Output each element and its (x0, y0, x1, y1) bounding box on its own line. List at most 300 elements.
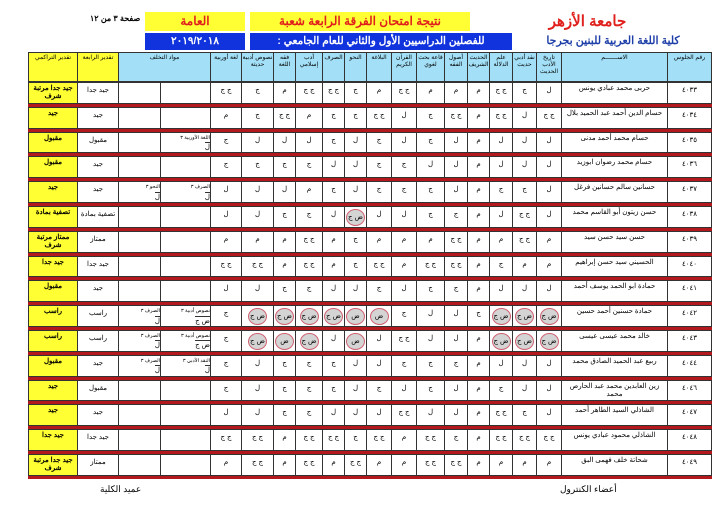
fourth-year-rating: جيد جدا (78, 429, 119, 451)
grade-cell (490, 380, 513, 402)
grade-cell (417, 280, 445, 302)
grade-value: ل (376, 359, 382, 367)
grade-value: م (546, 235, 552, 243)
failed-subject-grade: ض ج (195, 342, 210, 350)
seat-number: ٤٠٣٨ (668, 206, 712, 228)
grade-value: ل (401, 136, 407, 144)
grade-value: ج (223, 161, 229, 169)
student-name: حسام محمد أحمد مدنى (562, 132, 668, 154)
column-header: البلاغة (367, 52, 392, 82)
column-header: الاســـــــم (562, 52, 668, 82)
grade-cell (274, 231, 296, 253)
grade-value: ج ج (495, 87, 507, 94)
grade-value: م (476, 136, 481, 144)
grade-value: ض ج (346, 209, 365, 226)
grade-value: ل (352, 161, 359, 169)
grade-value: ج ج (252, 434, 263, 442)
grade-value: ج (498, 186, 504, 194)
column-header: علم الدلالة (490, 52, 513, 82)
grade-value: ض ج (300, 333, 319, 350)
failed-subject-cell (161, 256, 211, 278)
grade-value: م (522, 458, 527, 466)
cumulative-rating: جيد جدا (28, 429, 78, 451)
grade-cell (274, 355, 296, 377)
grade-cell (367, 107, 392, 129)
table-row (28, 454, 712, 479)
grade-cell (490, 132, 513, 154)
failed-subject-name: نصوص أدبية ٣ (180, 332, 210, 339)
student-name: ربيع عبد الحميد الصادق محمد (562, 355, 668, 377)
failed-subject-cell (161, 330, 211, 352)
grade-cell (513, 107, 537, 129)
grade-cell (417, 256, 445, 278)
grade-value: ض ج (248, 333, 267, 350)
grade-cell (345, 231, 367, 253)
failed-subject-grade: ل (154, 193, 160, 201)
grade-value: ل (453, 310, 459, 318)
grade-value: ل (427, 310, 434, 318)
grade-cell (296, 231, 323, 253)
grade-cell (392, 82, 417, 104)
seat-number: ٤٠٣٧ (668, 181, 712, 203)
student-name: خالد محمد عيسى عيسى (562, 330, 668, 352)
grade-cell (323, 404, 345, 426)
grade-cell (367, 355, 392, 377)
grade-cell (274, 181, 296, 203)
grade-value: ج ج (373, 260, 385, 268)
failed-subject-grade: ل (204, 144, 210, 151)
fourth-year-rating: ممتاز (78, 454, 119, 476)
grade-cell (323, 107, 345, 129)
grade-value: م (476, 210, 481, 218)
grade-value: ج (282, 210, 287, 218)
grade-value: ج (376, 136, 382, 144)
grade-value: م (376, 87, 382, 94)
grade-value: ج (331, 111, 336, 119)
cumulative-rating: مقبول (28, 156, 78, 178)
cumulative-rating: راسب (28, 330, 78, 352)
grade-cell (367, 132, 392, 154)
grade-value: م (401, 458, 407, 466)
grade-cell (211, 404, 242, 426)
grade-cell (490, 156, 513, 178)
grade-value: ل (401, 285, 407, 293)
failed-subject-cell (119, 231, 161, 253)
grade-value: م (476, 260, 481, 268)
grade-value: ج ج (373, 434, 385, 442)
fourth-year-rating: جيد جدا (78, 256, 119, 278)
grade-value: ج (306, 285, 312, 293)
cumulative-rating: مقبول (28, 132, 78, 154)
failed-subject-name: نصوص أدبية ٣ (180, 308, 210, 315)
failed-subject-cell (119, 380, 161, 402)
grade-value: ل (521, 161, 528, 169)
grade-value: ل (498, 161, 504, 169)
grade-value: ج (223, 384, 229, 392)
grade-cell (323, 429, 345, 451)
university-name: جامعة الأزهر (548, 13, 627, 30)
grade-value: م (331, 235, 336, 243)
grade-value: ج (376, 285, 382, 293)
grade-value: ل (521, 136, 528, 144)
grade-value: ل (401, 210, 407, 218)
grade-value: ل (401, 111, 407, 119)
grade-cell (296, 280, 323, 302)
grade-cell (392, 231, 417, 253)
fourth-year-rating: جيد (78, 404, 119, 426)
grade-value: ج ج (450, 235, 462, 243)
grade-value: ل (223, 186, 229, 194)
failed-subject-cell (119, 454, 161, 476)
student-name: حسن زيتون أبو القاسم محمد (562, 206, 668, 228)
grade-cell (296, 206, 323, 228)
grade-cell (296, 305, 323, 327)
grade-value: ج ج (328, 434, 339, 442)
grade-cell (242, 231, 274, 253)
grade-value: ج ج (398, 334, 410, 342)
grade-value: ج (223, 359, 229, 367)
grade-cell (468, 156, 490, 178)
grade-value: ج ج (495, 111, 507, 119)
grade-value: م (476, 87, 481, 94)
grade-cell (242, 404, 274, 426)
grade-cell (323, 82, 345, 104)
grade-value: ل (254, 186, 261, 194)
grade-value: ج ج (425, 434, 436, 442)
grade-value: ل (453, 161, 459, 169)
table-row (28, 132, 712, 157)
column-header: الصرف (323, 52, 345, 82)
grade-cell (323, 256, 345, 278)
grade-cell (468, 355, 490, 377)
grade-value: م (453, 87, 459, 94)
failed-subject-cell (161, 454, 211, 476)
grade-cell (323, 280, 345, 302)
grade-cell (367, 206, 392, 228)
fourth-year-rating: جيد (78, 156, 119, 178)
grade-value: م (306, 111, 312, 119)
grade-cell (242, 82, 274, 104)
grade-cell (211, 231, 242, 253)
grade-cell (211, 206, 242, 228)
grade-value: ج ج (425, 458, 436, 466)
grade-cell (537, 231, 562, 253)
failed-subject-cell (119, 330, 161, 352)
grade-cell (445, 330, 468, 352)
grade-cell (537, 181, 562, 203)
seat-number: ٤٠٤٩ (668, 454, 712, 476)
grade-cell (537, 305, 562, 327)
grade-value: ج (428, 285, 433, 293)
grade-cell (468, 330, 490, 352)
grade-cell (417, 355, 445, 377)
grade-value: ض ج (492, 308, 511, 325)
grade-cell (242, 305, 274, 327)
grade-cell (296, 404, 323, 426)
failed-subject-grade: ل (154, 342, 160, 350)
table-row (28, 181, 712, 206)
dean-label: عميد الكلية (100, 484, 142, 494)
cumulative-rating: ممتاز مرتبة شرف (28, 231, 78, 253)
grade-value: ل (453, 334, 459, 342)
grade-value: م (282, 260, 287, 268)
grade-cell (211, 305, 242, 327)
grade-value: ل (521, 359, 528, 367)
grade-value: ج ج (450, 458, 462, 466)
fourth-year-rating: جيد (78, 355, 119, 377)
cumulative-rating: مقبول (28, 280, 78, 302)
grade-value: ج ج (450, 111, 462, 119)
grade-cell (345, 156, 367, 178)
grade-cell (242, 156, 274, 178)
grade-value: ل (498, 359, 504, 367)
grade-value: ج (401, 161, 407, 169)
grade-value: ج ج (252, 260, 263, 268)
grade-value: م (476, 161, 481, 169)
seat-number: ٤٠٤١ (668, 280, 712, 302)
grade-cell (242, 380, 274, 402)
grade-value: ج (306, 384, 312, 392)
grade-value: ج (428, 136, 433, 144)
grade-cell (323, 206, 345, 228)
failed-subject-grade: ل (154, 317, 160, 325)
grade-value: ج (428, 111, 433, 119)
grade-cell (274, 429, 296, 451)
grade-cell (323, 355, 345, 377)
seat-number: ٤٠٤٣ (668, 330, 712, 352)
table-row (28, 82, 712, 107)
grade-value: ل (306, 136, 312, 144)
grade-cell (445, 107, 468, 129)
seat-number: ٤٠٣٣ (668, 82, 712, 104)
grade-value: ل (254, 409, 261, 417)
failed-subject-cell (161, 181, 211, 203)
cumulative-rating: جيد جدا مرتبة شرف (28, 82, 78, 104)
grade-value: م (476, 458, 481, 466)
grade-value: ج (428, 384, 433, 392)
failed-subject-cell (161, 280, 211, 302)
grade-value: ل (546, 285, 552, 293)
failed-subject-cell (119, 206, 161, 228)
grade-cell (392, 355, 417, 377)
grade-cell (468, 404, 490, 426)
grade-cell (417, 156, 445, 178)
fourth-year-rating: تصفية بمادة (78, 206, 119, 228)
table-row (28, 107, 712, 132)
grade-value: م (331, 260, 336, 268)
grade-value: ل (453, 136, 459, 144)
grade-value: م (401, 434, 407, 442)
grade-value: م (282, 87, 287, 94)
grade-cell (513, 330, 537, 352)
cumulative-rating: جيد جدا (28, 256, 78, 278)
grade-value: ض ج (324, 308, 343, 325)
seat-number: ٤٠٤٠ (668, 256, 712, 278)
grade-value: ل (401, 384, 407, 392)
grade-value: ض ج (275, 308, 294, 325)
grade-cell (490, 231, 513, 253)
grade-value: ج ج (543, 434, 555, 442)
grade-value: ل (453, 384, 459, 392)
grade-cell (274, 206, 296, 228)
grade-value: م (476, 285, 481, 293)
grade-cell (367, 156, 392, 178)
grade-cell (445, 256, 468, 278)
grade-cell (537, 404, 562, 426)
failed-subject-cell (161, 231, 211, 253)
grade-cell (468, 82, 490, 104)
table-row (28, 256, 712, 281)
grade-cell (468, 305, 490, 327)
result-title: نتيجة امتحان الفرقة الرابعة شعبة (250, 12, 470, 31)
grade-cell (490, 305, 513, 327)
grade-value: ج ج (450, 260, 462, 268)
grade-cell (417, 380, 445, 402)
grade-value: ض ج (540, 333, 559, 350)
grade-value: ج (428, 359, 433, 367)
grade-cell (445, 454, 468, 476)
grade-value: ل (546, 210, 552, 218)
grade-cell (242, 206, 274, 228)
grade-value: ج (353, 434, 358, 442)
grade-value: ل (281, 136, 288, 144)
grade-cell (468, 429, 490, 451)
grade-cell (367, 280, 392, 302)
grade-cell (468, 231, 490, 253)
seat-number: ٤٠٤٦ (668, 380, 712, 402)
grade-value: ل (521, 384, 528, 392)
grade-value: م (376, 458, 382, 466)
column-header: أدب إسلامي (296, 52, 323, 82)
grade-cell (490, 82, 513, 104)
failed-subject-cell (161, 380, 211, 402)
grade-value: ج (476, 310, 481, 318)
student-name: حسام الدين أحمد عبد الحميد بلال (562, 107, 668, 129)
grade-cell (445, 404, 468, 426)
grade-value: ج (331, 186, 336, 194)
grade-cell (211, 380, 242, 402)
grade-cell (367, 82, 392, 104)
grade-cell (417, 206, 445, 228)
grade-value: ج (255, 87, 260, 94)
grade-value: ج ج (328, 87, 339, 94)
grade-value: ل (546, 384, 552, 392)
failed-subject-name: الصرف ٣ (140, 308, 160, 315)
grade-value: ل (453, 186, 459, 194)
grade-cell (274, 256, 296, 278)
grade-cell (211, 256, 242, 278)
grade-value: ج (376, 384, 382, 392)
failed-subject-cell (119, 132, 161, 154)
cumulative-rating: تصفية بمادة (28, 206, 78, 228)
grade-value: ض ج (248, 308, 267, 325)
cumulative-rating: جيد (28, 380, 78, 402)
column-header: أصول الفقه (445, 52, 468, 82)
grade-value: ج (223, 334, 229, 342)
academic-year: ٢٠١٩/٢٠١٨ (145, 33, 245, 50)
failed-subject-name: النقد الأدبي ٣ (182, 357, 210, 364)
grade-value: ج ج (398, 409, 410, 417)
grade-cell (345, 305, 367, 327)
grade-cell (490, 404, 513, 426)
grade-cell (513, 404, 537, 426)
grade-cell (537, 82, 562, 104)
grade-cell (274, 330, 296, 352)
fourth-year-rating: ممتاز (78, 231, 119, 253)
grade-cell (490, 256, 513, 278)
failed-subject-cell (161, 429, 211, 451)
seat-number: ٤٠٤٢ (668, 305, 712, 327)
grade-value: ل (330, 409, 337, 417)
grade-cell (345, 132, 367, 154)
grade-cell (417, 404, 445, 426)
grade-value: ج (255, 161, 260, 169)
grade-cell (513, 132, 537, 154)
column-header: النحو (345, 52, 367, 82)
grade-cell (296, 355, 323, 377)
cumulative-rating: جيد (28, 404, 78, 426)
grade-cell (296, 181, 323, 203)
column-header: رقم الجلوس (668, 52, 712, 82)
cumulative-rating: جيد (28, 107, 78, 129)
grade-cell (392, 181, 417, 203)
grade-value: ل (223, 210, 229, 218)
column-header: تقدير التراكمي (28, 52, 78, 82)
failed-subject-cell (161, 156, 211, 178)
grade-value: ل (546, 409, 552, 417)
grade-cell (211, 181, 242, 203)
grade-value: ج (282, 384, 287, 392)
failed-subject-cell (119, 305, 161, 327)
grade-value: م (331, 458, 336, 466)
grade-value: ج (401, 186, 407, 194)
grade-value: ل (352, 384, 359, 392)
grade-value: ج (401, 359, 407, 367)
grade-cell (211, 454, 242, 476)
grade-cell (242, 107, 274, 129)
failed-subject-cell (119, 107, 161, 129)
grade-value: ج ج (519, 235, 530, 243)
grade-cell (323, 231, 345, 253)
grade-cell (445, 355, 468, 377)
grade-value: ل (453, 409, 459, 417)
student-name: الشاذلي محمود عبادي يونس (562, 429, 668, 451)
grade-value: ض ج (492, 333, 511, 350)
student-name: حسانين سالم حسانين فرغل (562, 181, 668, 203)
grade-value: ل (498, 136, 504, 144)
grade-cell (537, 256, 562, 278)
grade-value: م (428, 235, 433, 243)
grade-cell (445, 231, 468, 253)
column-header: القرآن الكريم (392, 52, 417, 82)
grade-cell (242, 355, 274, 377)
grade-value: م (223, 458, 229, 466)
failed-subject-grade: ض ج (195, 317, 210, 325)
grade-value: م (546, 260, 552, 268)
seat-number: ٤٠٣٩ (668, 231, 712, 253)
grade-cell (417, 82, 445, 104)
grade-value: ج (282, 285, 287, 293)
grade-cell (468, 181, 490, 203)
grade-cell (323, 380, 345, 402)
grade-value: م (522, 260, 527, 268)
grade-value: ل (254, 136, 261, 144)
grade-value: ج (282, 359, 287, 367)
column-header: نصوص أدبية حديثة (242, 52, 274, 82)
seat-number: ٤٠٤٨ (668, 429, 712, 451)
failed-subject-cell (119, 355, 161, 377)
grade-value: ج (401, 310, 407, 318)
